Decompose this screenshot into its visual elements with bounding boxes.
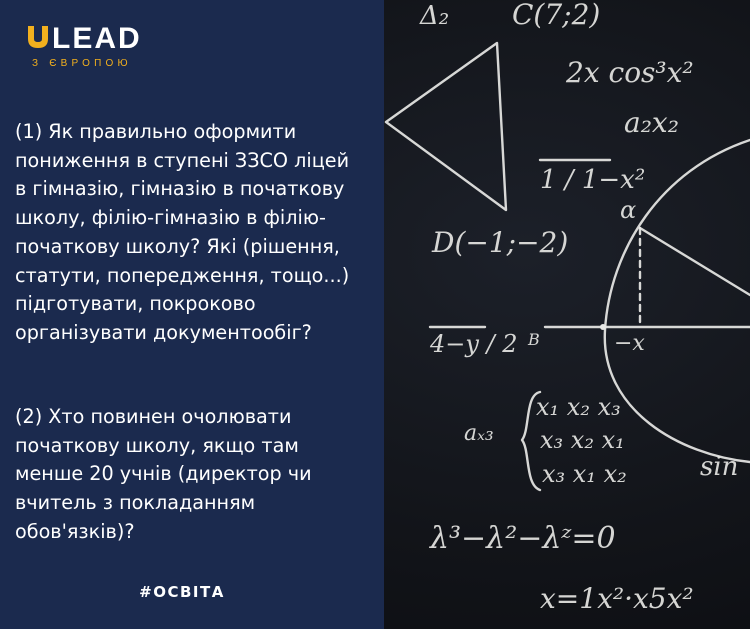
- logo-wordmark: LEAD: [52, 22, 142, 55]
- logo-tagline: З ЄВРОПОЮ: [32, 58, 132, 69]
- formula-point-d: D(−1;−2): [432, 226, 569, 259]
- formula-row-2: x₃ x₂ x₁: [540, 426, 625, 454]
- formula-4-y: 4−y / 2: [430, 330, 518, 358]
- hashtag: #ОСВІТА: [139, 583, 225, 601]
- formula-cos: 2x cos³x²: [566, 56, 694, 89]
- formula-lambda: λ³−λ²−λᶻ=0: [430, 521, 616, 556]
- formula-row-1: x₁ x₂ x₃: [536, 393, 621, 421]
- formula-delta: Δ₂: [420, 1, 450, 31]
- formula-alpha: α: [620, 196, 637, 224]
- logo-u-mark: [28, 26, 48, 48]
- question-2: (2) Хто повинен очолювати початкову школу, якщо там менше 20 учнів (директор чи вчитель з покладанням обов'язків)?: [15, 405, 312, 543]
- formula-a2x2: a₂x₂: [624, 106, 679, 139]
- formula-b: B: [528, 330, 540, 349]
- formula-c72: C(7;2): [512, 0, 601, 31]
- question-1: (1) Як правильно оформити пониження в ступені ЗЗСО ліцей в гімназію, гімназію в початкову школу, філію-гімназію в філію-початкову школу? Які (рішення, статути, попередження, тощо...) підготувати, покроково організувати документообіг?: [15, 120, 350, 344]
- formula-row-3: x₃ x₁ x₂: [542, 460, 627, 488]
- formula-minus-x: −x: [614, 331, 645, 356]
- formula-sin: sin: [700, 452, 739, 482]
- formula-ax3: aₓ₃: [464, 421, 494, 446]
- formula-fraction: 1 / 1−x²: [540, 165, 646, 195]
- formula-bottom: x=1x²·x5x²: [540, 582, 694, 615]
